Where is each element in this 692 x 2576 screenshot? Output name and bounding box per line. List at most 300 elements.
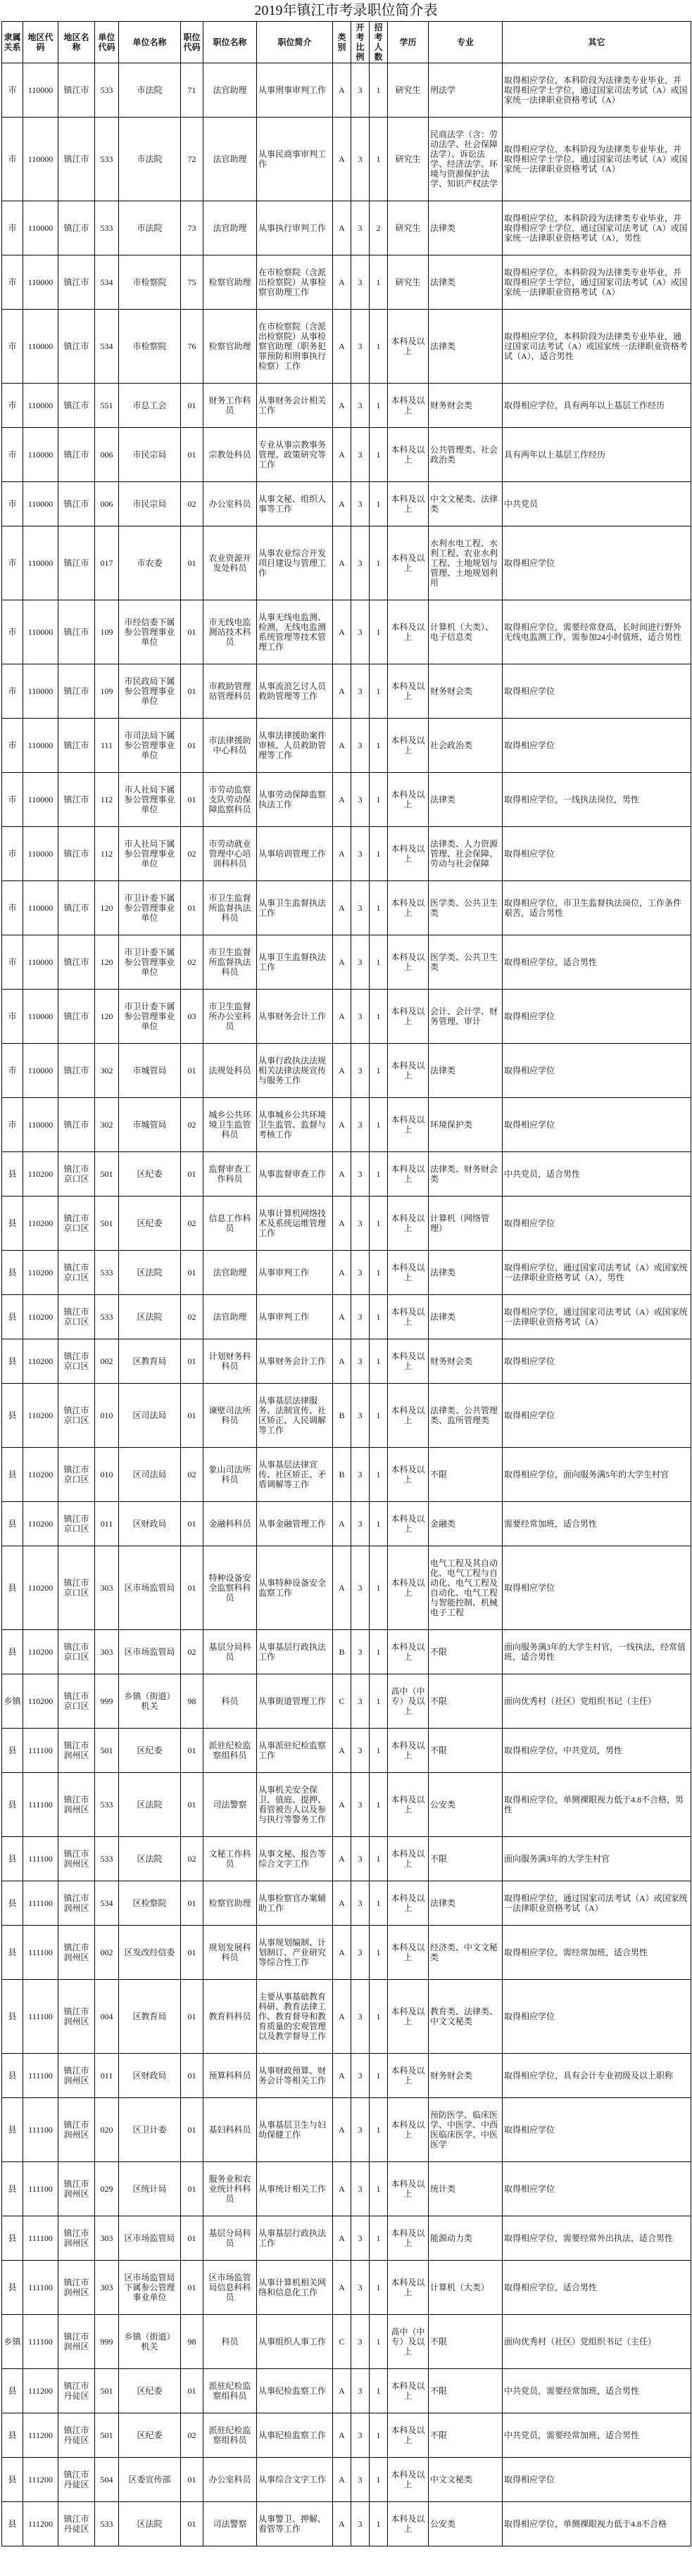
cell-position-desc: 从事卫生监督执法工作 [257,935,333,990]
cell-unit-code: 017 [95,526,119,600]
column-header-position-code: 职位代码 [181,22,203,63]
cell-position-name: 文秘工作科员 [203,1837,257,1881]
cell-unit-name: 区发改经信委 [119,1926,181,1980]
cell-area-name: 镇江市 [58,990,95,1044]
cell-position-name: 检察官助理 [203,1881,257,1926]
cell-unit-name: 区卫计委 [119,2098,181,2162]
cell-area-code: 111100 [23,2216,58,2261]
cell-education: 本科及以上 [388,526,429,600]
cell-other: 取得相应学位，一线执法岗位，男性 [503,773,691,827]
cell-category: A [333,1197,351,1251]
table-row [2,664,691,719]
cell-relation: 乡镇 [2,2315,23,2369]
cell-unit-code: 120 [95,935,119,990]
cell-area-name: 镇江市丹徒区 [58,2502,95,2546]
cell-other: 取得相应学位，适合男性 [503,935,691,990]
cell-position-name: 规划发展科科员 [203,1926,257,1980]
cell-exam-ratio: 3 [351,255,370,310]
cell-hire-count: 1 [370,990,388,1044]
cell-other: 具有两年以上基层工作经历 [503,428,691,482]
cell-hire-count: 1 [370,1295,388,1339]
cell-hire-count: 1 [370,2369,388,2413]
cell-major: 医学类、公共卫生类 [429,881,503,935]
cell-area-code: 110000 [23,255,58,310]
cell-hire-count: 1 [370,2413,388,2458]
cell-other: 取得相应学位，本科阶段为法律类专业毕业，并取得相应学士学位，通过国家司法考试（A）或国家统一法律职业资格考试（A） [503,118,691,201]
cell-unit-code: 534 [95,1881,119,1926]
cell-education: 本科及以上 [388,1448,429,1502]
cell-category: A [333,1295,351,1339]
table-row [2,2216,691,2261]
cell-hire-count: 1 [370,1339,388,1384]
cell-area-code: 110200 [23,1251,58,1295]
cell-area-name: 镇江市 [58,384,95,428]
cell-position-code: 01 [181,1044,203,1098]
cell-other: 取得相应学位，通过国家司法考试（A）或国家统一法律职业资格考试（A） [503,1295,691,1339]
cell-unit-code: 534 [95,255,119,310]
cell-other: 中共党员，需要经常加班，适合男性 [503,2369,691,2413]
table-row [2,1729,691,1773]
cell-unit-code: 551 [95,384,119,428]
cell-position-desc: 从事行政执法法规相关法律法规宣传与服务工作 [257,1044,333,1098]
cell-major: 不限 [429,1729,503,1773]
cell-position-name: 基层分局科员 [203,2216,257,2261]
cell-hire-count: 1 [370,63,388,118]
cell-position-name: 办公室科员 [203,2458,257,2502]
cell-major: 不限 [429,1630,503,1674]
cell-area-name: 镇江市丹徒区 [58,2413,95,2458]
cell-education: 本科及以上 [388,384,429,428]
table-row [2,2054,691,2098]
cell-area-code: 111100 [23,2098,58,2162]
table-row [2,935,691,990]
cell-position-name: 派驻纪检监察组科员 [203,2413,257,2458]
cell-area-code: 111100 [23,1729,58,1773]
cell-area-name: 镇江市 [58,63,95,118]
cell-unit-name: 市法院 [119,63,181,118]
cell-area-code: 111200 [23,2458,58,2502]
cell-other: 面向优秀村（社区）党组织书记（主任） [503,2315,691,2369]
cell-major: 民商法学（含：劳动法学、社会保障法学）、诉讼法学、经济法学、环境与资源保护法学、知识产权法学 [429,118,503,201]
cell-hire-count: 2 [370,201,388,255]
cell-unit-name: 市法院 [119,201,181,255]
cell-position-code: 98 [181,2315,203,2369]
cell-unit-name: 区法院 [119,1295,181,1339]
cell-unit-code: 111 [95,719,119,773]
cell-exam-ratio: 3 [351,118,370,201]
cell-category: A [333,719,351,773]
cell-relation: 县 [2,1630,23,1674]
cell-area-name: 镇江市京口区 [58,1197,95,1251]
cell-exam-ratio: 3 [351,881,370,935]
cell-relation: 市 [2,310,23,384]
cell-education: 本科及以上 [388,2502,429,2546]
cell-position-name: 象山司法所科员 [203,1448,257,1502]
cell-education: 本科及以上 [388,719,429,773]
cell-unit-code: 020 [95,2098,119,2162]
cell-hire-count: 1 [370,1729,388,1773]
cell-education: 本科及以上 [388,1773,429,1837]
cell-area-name: 镇江市 [58,428,95,482]
cell-relation: 县 [2,1729,23,1773]
cell-major: 金融类 [429,1502,503,1546]
cell-hire-count: 1 [370,2216,388,2261]
cell-category: C [333,1674,351,1729]
cell-major: 计算机（大类）、电子信息类 [429,600,503,664]
cell-unit-code: 302 [95,1098,119,1152]
cell-position-code: 01 [181,526,203,600]
cell-position-desc: 从事规划编制、计划制订、产业研究等综合性工作 [257,1926,333,1980]
cell-relation: 市 [2,600,23,664]
cell-position-code: 02 [181,1448,203,1502]
cell-position-name: 司法警察 [203,1773,257,1837]
cell-area-name: 镇江市润州区 [58,2162,95,2216]
cell-position-code: 01 [181,719,203,773]
cell-position-code: 01 [181,1773,203,1837]
cell-area-name: 镇江市 [58,664,95,719]
cell-hire-count: 1 [370,1837,388,1881]
cell-education: 本科及以上 [388,881,429,935]
cell-category: A [333,1773,351,1837]
table-row [2,1881,691,1926]
table-row [2,255,691,310]
cell-relation: 市 [2,990,23,1044]
cell-other: 取得相应学位，具有会计专业初级及以上职称 [503,2054,691,2098]
cell-position-name: 市无线电监测站技术科员 [203,600,257,664]
cell-exam-ratio: 3 [351,1773,370,1837]
cell-other: 取得相应学位，适合男性 [503,2261,691,2315]
cell-area-code: 110200 [23,1546,58,1630]
cell-hire-count: 1 [370,2315,388,2369]
cell-category: A [333,255,351,310]
cell-hire-count: 1 [370,1674,388,1729]
cell-unit-code: 303 [95,1630,119,1674]
cell-position-desc: 从事纪检监察工作 [257,2369,333,2413]
cell-major: 法律类、公共管理类、监所管理类 [429,1384,503,1448]
cell-area-code: 110000 [23,881,58,935]
cell-position-code: 02 [181,1295,203,1339]
cell-education: 本科及以上 [388,1881,429,1926]
cell-position-desc: 从事计算机网络技术及系统运维管理工作 [257,1197,333,1251]
cell-unit-name: 区市场监管局 [119,1546,181,1630]
cell-major: 财务财会类 [429,1339,503,1384]
cell-other: 取得相应学位 [503,1980,691,2054]
cell-major: 医学类、公共卫生类 [429,935,503,990]
cell-position-desc: 从事文秘、组织人事等工作 [257,482,333,526]
cell-unit-name: 市法院 [119,118,181,201]
cell-position-desc: 从事文秘、报告等综合文字工作 [257,1837,333,1881]
cell-unit-name: 市农委 [119,526,181,600]
cell-unit-code: 010 [95,1448,119,1502]
cell-relation: 市 [2,881,23,935]
cell-position-desc: 从事卫生监督执法工作 [257,881,333,935]
cell-position-name: 计划财务科科员 [203,1339,257,1384]
cell-education: 本科及以上 [388,600,429,664]
cell-hire-count: 1 [370,1384,388,1448]
cell-area-name: 镇江市 [58,118,95,201]
cell-position-desc: 从事财务会计工作 [257,990,333,1044]
cell-hire-count: 1 [370,827,388,881]
cell-major: 公安类 [429,1773,503,1837]
cell-major: 计算机（网络管理） [429,1197,503,1251]
cell-category: A [333,482,351,526]
cell-exam-ratio: 3 [351,1098,370,1152]
cell-position-name: 信息工作科员 [203,1197,257,1251]
cell-exam-ratio: 3 [351,1152,370,1197]
cell-relation: 县 [2,1773,23,1837]
cell-position-desc: 从事基层卫生与妇幼保健工作 [257,2098,333,2162]
table-row [2,1546,691,1630]
cell-relation: 县 [2,2054,23,2098]
table-row [2,1152,691,1197]
cell-position-name: 区市场监管局信息科科员 [203,2261,257,2315]
cell-unit-code: 533 [95,201,119,255]
cell-other: 取得相应学位 [503,526,691,600]
column-header-area-code: 地区代码 [23,22,58,63]
column-header-position-desc: 职位简介 [257,22,333,63]
cell-area-code: 110000 [23,1044,58,1098]
cell-relation: 市 [2,428,23,482]
table-row [2,1630,691,1674]
cell-position-name: 科员 [203,1674,257,1729]
cell-exam-ratio: 3 [351,2502,370,2546]
cell-unit-code: 303 [95,2261,119,2315]
cell-position-code: 73 [181,201,203,255]
cell-position-desc: 从事特种设备安全监察工作 [257,1546,333,1630]
cell-major: 能源动力类 [429,2216,503,2261]
cell-hire-count: 1 [370,1098,388,1152]
cell-unit-code: 303 [95,1546,119,1630]
cell-area-code: 110200 [23,1674,58,1729]
cell-position-desc: 从事纪检监察工作 [257,2413,333,2458]
cell-major: 不限 [429,2315,503,2369]
cell-hire-count: 1 [370,1197,388,1251]
cell-area-code: 111100 [23,1837,58,1881]
cell-other: 取得相应学位，本科阶段为法律类专业毕业，并取得相应学士学位，通过国家司法考试（A）或国家统一法律职业资格考试（A） [503,63,691,118]
cell-education: 本科及以上 [388,2261,429,2315]
cell-area-name: 镇江市 [58,201,95,255]
cell-hire-count: 1 [370,2261,388,2315]
cell-area-name: 镇江市京口区 [58,1502,95,1546]
cell-area-name: 镇江市润州区 [58,1926,95,1980]
cell-unit-name: 区法院 [119,1837,181,1881]
cell-position-code: 01 [181,2502,203,2546]
cell-position-desc: 从事街道管理工作 [257,1674,333,1729]
cell-relation: 市 [2,384,23,428]
cell-exam-ratio: 3 [351,600,370,664]
cell-other: 取得相应学位，需要经常登高，长时间进行野外无线电监测工作，需参加24小时值班，适合男性 [503,600,691,664]
cell-unit-code: 112 [95,827,119,881]
table-row [2,482,691,526]
cell-position-code: 01 [181,600,203,664]
cell-position-desc: 从事派驻纪检监察工作 [257,1729,333,1773]
cell-hire-count: 1 [370,881,388,935]
cell-category: A [333,428,351,482]
cell-education: 本科及以上 [388,2098,429,2162]
column-header-exam-ratio: 开考比例 [351,22,370,63]
cell-position-desc: 主要从事基础教育科研、教育法律工作、教育督导和教育质量的宏观管理以及教学督导工作 [257,1980,333,2054]
cell-category: A [333,2054,351,2098]
cell-area-code: 110000 [23,384,58,428]
cell-major: 法律类 [429,1251,503,1295]
cell-category: B [333,1384,351,1448]
cell-category: A [333,1729,351,1773]
cell-unit-name: 乡镇（街道）机关 [119,1674,181,1729]
cell-hire-count: 1 [370,2458,388,2502]
cell-unit-code: 533 [95,1251,119,1295]
cell-exam-ratio: 3 [351,2162,370,2216]
cell-relation: 县 [2,1502,23,1546]
cell-relation: 市 [2,664,23,719]
cell-unit-name: 区纪委 [119,1197,181,1251]
table-row [2,881,691,935]
table-row [2,2162,691,2216]
cell-unit-name: 市检察院 [119,255,181,310]
cell-exam-ratio: 3 [351,63,370,118]
cell-relation: 县 [2,1152,23,1197]
cell-relation: 市 [2,1098,23,1152]
cell-education: 本科及以上 [388,935,429,990]
cell-position-code: 02 [181,2413,203,2458]
cell-education: 本科及以上 [388,2458,429,2502]
cell-exam-ratio: 3 [351,1502,370,1546]
cell-unit-code: 109 [95,600,119,664]
cell-position-name: 检察官助理 [203,310,257,384]
cell-education: 研究生 [388,63,429,118]
cell-category: A [333,827,351,881]
cell-area-name: 镇江市润州区 [58,1837,95,1881]
cell-unit-name: 市卫计委下属参公管理事业单位 [119,881,181,935]
table-row [2,1251,691,1295]
cell-unit-name: 市经信委下属参公管理事业单位 [119,600,181,664]
cell-position-code: 01 [181,2458,203,2502]
cell-exam-ratio: 3 [351,2261,370,2315]
cell-unit-code: 501 [95,2369,119,2413]
cell-unit-name: 区纪委 [119,1152,181,1197]
cell-other: 取得相应学位 [503,2098,691,2162]
cell-category: C [333,2315,351,2369]
cell-unit-code: 011 [95,2054,119,2098]
cell-relation: 县 [2,2261,23,2315]
cell-area-code: 110000 [23,600,58,664]
cell-hire-count: 1 [370,935,388,990]
cell-category: A [333,990,351,1044]
cell-position-desc: 从事基层法律宣传、社区矫正、矛盾调解等工作 [257,1448,333,1502]
cell-exam-ratio: 3 [351,1339,370,1384]
cell-other: 取得相应学位 [503,990,691,1044]
cell-exam-ratio: 3 [351,1881,370,1926]
cell-exam-ratio: 3 [351,664,370,719]
cell-hire-count: 1 [370,1546,388,1630]
cell-area-code: 110200 [23,1630,58,1674]
cell-position-desc: 从事基层行政执法工作 [257,2216,333,2261]
cell-relation: 县 [2,1448,23,1502]
cell-exam-ratio: 3 [351,935,370,990]
cell-major: 电气工程及其自动化、电气工程与自动化、电气工程及自动化、电气工程与智能控制、机械电子工程 [429,1546,503,1630]
cell-position-name: 司法警察 [203,2502,257,2546]
cell-position-desc: 从事综合文字工作 [257,2458,333,2502]
cell-exam-ratio: 3 [351,2054,370,2098]
cell-other: 中共党员，需要经常加班，适合男性 [503,2413,691,2458]
cell-other: 取得相应学位，单侧裸眼视力低于4.8不合格 [503,2502,691,2546]
cell-major: 会计、会计学、财务管理、审计 [429,990,503,1044]
cell-position-name: 监督审查工作科员 [203,1152,257,1197]
cell-exam-ratio: 3 [351,1251,370,1295]
cell-hire-count: 1 [370,2054,388,2098]
cell-education: 本科及以上 [388,827,429,881]
cell-area-name: 镇江市润州区 [58,2315,95,2369]
cell-position-code: 01 [181,1152,203,1197]
cell-other: 取得相应学位，本科阶段为法律类专业毕业，并取得相应学士学位，通过国家司法考试（A）或国家统一法律职业资格考试（A），男性 [503,201,691,255]
cell-unit-code: 006 [95,482,119,526]
cell-position-desc: 从事基层行政执法工作 [257,1630,333,1674]
cell-hire-count: 1 [370,526,388,600]
cell-other: 取得相应学位，具有两年以上基层工作经历 [503,384,691,428]
cell-position-name: 预算科科员 [203,2054,257,2098]
cell-education: 本科及以上 [388,2216,429,2261]
cell-position-name: 市卫生监督所监督执法科员 [203,881,257,935]
cell-position-code: 98 [181,1674,203,1729]
cell-exam-ratio: 3 [351,526,370,600]
cell-relation: 市 [2,255,23,310]
cell-position-desc: 从事金融管理工作 [257,1502,333,1546]
cell-area-name: 镇江市 [58,255,95,310]
cell-unit-name: 区市场监管局下属参公管理事业单位 [119,2261,181,2315]
cell-exam-ratio: 3 [351,1044,370,1098]
cell-relation: 县 [2,1339,23,1384]
cell-position-desc: 从事流浪乞讨人员救助管理等工作 [257,664,333,719]
cell-other: 取得相应学位 [503,664,691,719]
table-row [2,1384,691,1448]
cell-area-name: 镇江市京口区 [58,1384,95,1448]
cell-unit-code: 011 [95,1502,119,1546]
cell-unit-code: 029 [95,2162,119,2216]
cell-position-code: 01 [181,1729,203,1773]
cell-education: 本科及以上 [388,2162,429,2216]
cell-exam-ratio: 3 [351,2369,370,2413]
cell-category: A [333,384,351,428]
cell-position-desc: 从事警卫、押解、看管等工作 [257,2502,333,2546]
cell-hire-count: 1 [370,1980,388,2054]
cell-relation: 市 [2,935,23,990]
column-header-area-name: 地区名称 [58,22,95,63]
cell-education: 本科及以上 [388,664,429,719]
cell-education: 高中（中专）及以上 [388,1674,429,1729]
cell-position-code: 01 [181,428,203,482]
cell-category: A [333,2216,351,2261]
cell-hire-count: 1 [370,600,388,664]
cell-major: 不限 [429,1837,503,1881]
cell-other: 面向优秀村（社区）党组织书记（主任） [503,1674,691,1729]
cell-education: 本科及以上 [388,1339,429,1384]
cell-unit-name: 市司法局下属参公管理事业单位 [119,719,181,773]
cell-position-code: 01 [181,1502,203,1546]
cell-unit-code: 501 [95,2413,119,2458]
cell-position-code: 01 [181,2054,203,2098]
cell-position-code: 01 [181,664,203,719]
column-header-major: 专业 [429,22,503,63]
table-row [2,600,691,664]
cell-unit-name: 市城管局 [119,1098,181,1152]
table-row [2,384,691,428]
cell-area-code: 110000 [23,118,58,201]
cell-area-code: 110000 [23,773,58,827]
cell-education: 本科及以上 [388,1502,429,1546]
cell-category: A [333,2458,351,2502]
cell-position-name: 市劳动监察支队劳动保障监察科员 [203,773,257,827]
cell-area-name: 镇江市 [58,526,95,600]
cell-position-desc: 从事审判工作 [257,1251,333,1295]
